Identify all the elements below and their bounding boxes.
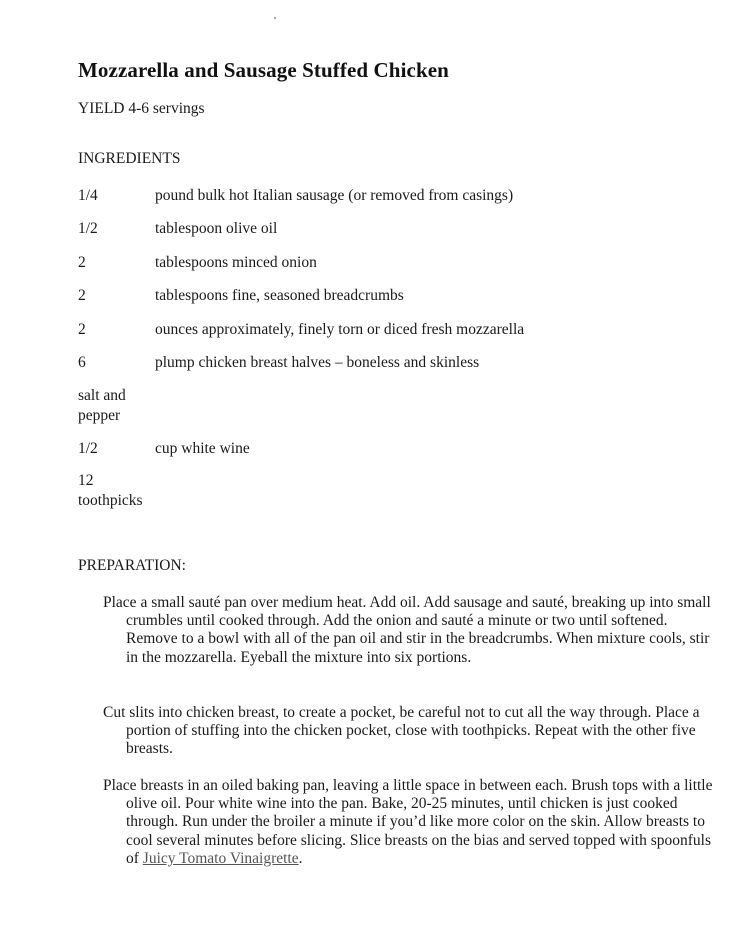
yield-text: YIELD 4-6 servings: [78, 100, 205, 117]
scan-speck: [274, 17, 276, 19]
preparation-step: Place a small sauté pan over medium heat. Add oil. Add sausage and sauté, breaking up into small crumbles until cooked through. Add the onion and sauté a minute or two until softened. Remove to a bowl with all of the pan oil and stir in the breadcrumbs. When mixture cools, stir in the mozzarella. Eyeball the mixture into six portions.: [103, 594, 711, 666]
ingredient-desc: tablespoon olive oil: [155, 220, 278, 237]
recipe-title: Mozzarella and Sausage Stuffed Chicken: [78, 58, 449, 82]
ingredient-qty: 1/2: [78, 220, 98, 237]
ingredient-row: [78, 386, 126, 426]
ingredient-desc: cup white wine: [155, 440, 250, 457]
ingredient-desc: plump chicken breast halves – boneless and skinless: [155, 354, 480, 371]
preparation-step: Cut slits into chicken breast, to create a pocket, be careful not to cut all the way through. Place a portion of stuffing into the chicken pocket, close with toothpicks. Repeat with the other five breasts.: [103, 704, 700, 758]
preparation-heading: PREPARATION:: [78, 557, 186, 574]
ingredient-qty: 2: [78, 254, 86, 271]
ingredient-line: pepper: [78, 407, 121, 424]
ingredient-desc: pound bulk hot Italian sausage (or removed from casings): [155, 187, 514, 204]
ingredient-qty: 2: [78, 321, 86, 338]
step-end-punctuation: .: [298, 849, 303, 867]
ingredient-desc: ounces approximately, finely torn or diced fresh mozzarella: [155, 321, 525, 338]
ingredient-desc: tablespoons minced onion: [155, 254, 317, 271]
preparation-step: [103, 777, 716, 868]
ingredient-line: 12: [78, 472, 94, 489]
ingredient-line: salt and: [78, 387, 126, 404]
ingredient-desc: tablespoons fine, seasoned breadcrumbs: [155, 287, 404, 304]
ingredient-line: toothpicks: [78, 492, 143, 509]
ingredient-qty: 6: [78, 354, 86, 371]
ingredient-qty: 1/4: [78, 187, 98, 204]
juicy-tomato-vinaigrette-link[interactable]: Juicy Tomato Vinaigrette: [142, 849, 299, 867]
step-text: Place breasts in an oiled baking pan, leaving a little space in between each. Brush tops with a little olive oil. Pour white wine into the pan. Bake, 20-25 minutes, until chicken is just cooked through. Run under the broiler a minute if you’d like more color on the skin. Allow breasts to cool several minutes before slicing. Slice breasts on the bias and served topped with spoonfuls of: [103, 777, 713, 867]
ingredient-qty: 1/2: [78, 440, 98, 457]
ingredient-row: [78, 471, 143, 511]
ingredients-heading: INGREDIENTS: [78, 150, 181, 167]
ingredient-qty: 2: [78, 287, 86, 304]
